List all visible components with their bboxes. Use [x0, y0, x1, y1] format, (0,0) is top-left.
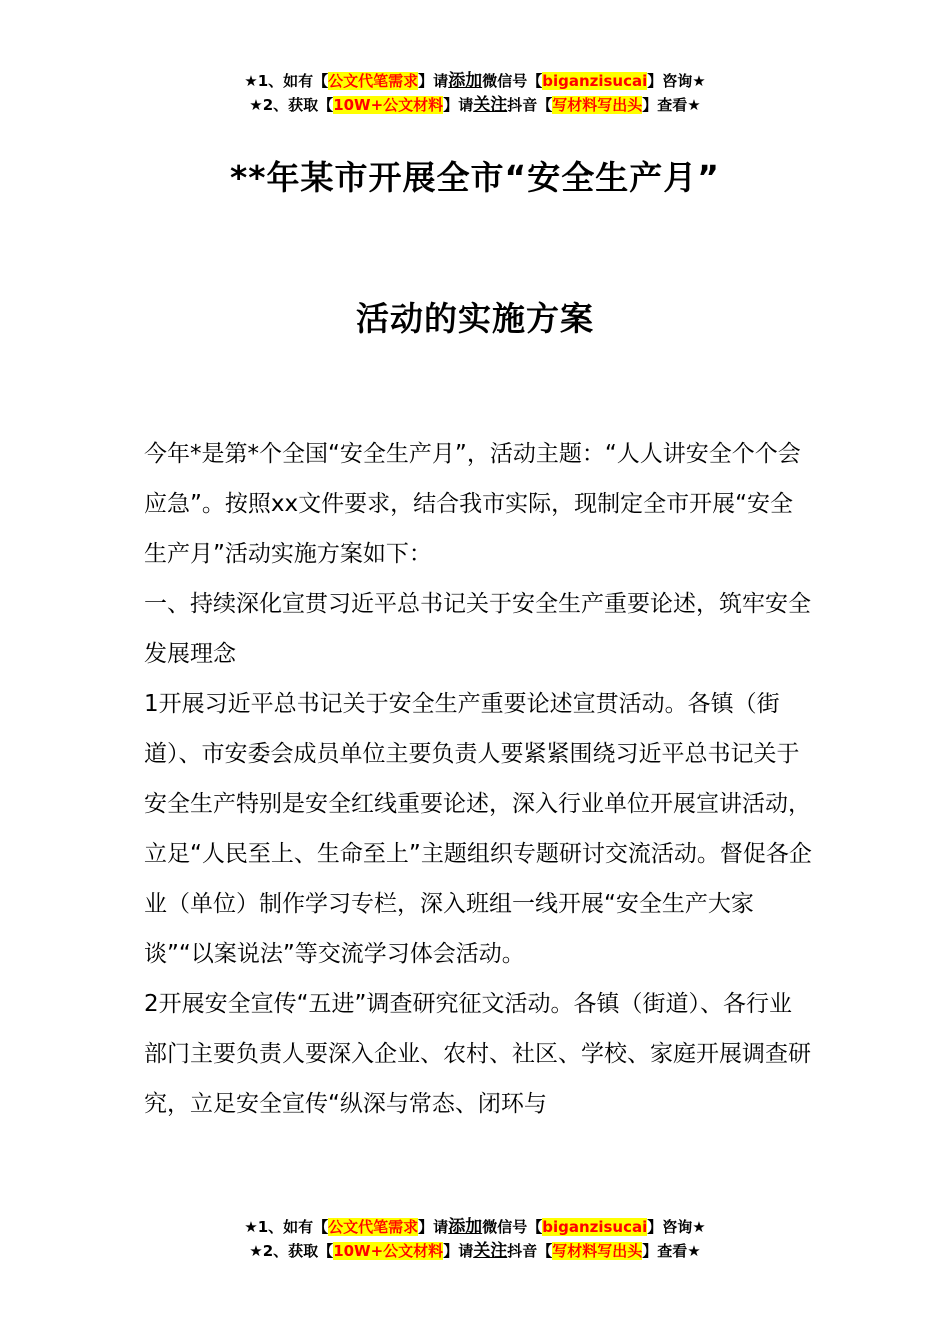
- banner-text: 】请: [443, 1242, 474, 1260]
- banner-text: 】查看★: [642, 96, 701, 114]
- banner-text: 】请: [443, 96, 474, 114]
- body-paragraph: 2开展安全宣传“五进”调查研究征文活动。各镇（街道）、各行业部门主要负责人要深入企业、农村、社区、学校、家庭开展调查研究，立足安全宣传“纵深与常态、闭环与: [144, 991, 811, 1117]
- banner-text: 抖音【: [507, 1242, 553, 1260]
- banner-text: 】咨询★: [647, 1218, 706, 1236]
- intro-paragraph: 今年*是第*个全国“安全生产月”，活动主题：“人人讲安全个个会应急”。按照xx文件要求，结合我市实际，现制定全市开展“安全生产月”活动实施方案如下：: [144, 441, 801, 567]
- banner-text: 】请: [418, 1218, 449, 1236]
- banner-highlight: 10W+公文材料: [333, 96, 444, 114]
- banner-text: 】查看★: [642, 1242, 701, 1260]
- document-title-line-1: **年某市开展全市“安全生产月”: [230, 158, 720, 197]
- banner-emphasis: 关注: [473, 1241, 508, 1261]
- banner-highlight: 公文代笔需求: [328, 1218, 419, 1236]
- banner-text: 微信号【: [482, 1218, 543, 1236]
- banner-text: ★1、如有【: [244, 1218, 329, 1236]
- banner-text: 微信号【: [482, 72, 543, 90]
- banner-highlight: 公文代笔需求: [328, 72, 419, 90]
- header-banner: [0, 69, 950, 117]
- banner-line-1: [0, 1215, 950, 1239]
- banner-emphasis: 添加: [448, 71, 483, 91]
- document-body: [144, 429, 814, 1129]
- banner-highlight: biganzisucai: [542, 1218, 648, 1236]
- banner-text: ★1、如有【: [244, 72, 329, 90]
- banner-emphasis: 关注: [473, 95, 508, 115]
- banner-text: 】咨询★: [647, 72, 706, 90]
- banner-text: 抖音【: [507, 96, 553, 114]
- document-title-line-2: 活动的实施方案: [356, 299, 594, 338]
- banner-highlight: 10W+公文材料: [333, 1242, 444, 1260]
- footer-banner: [0, 1215, 950, 1263]
- banner-text: 】请: [418, 72, 449, 90]
- banner-highlight: biganzisucai: [542, 72, 648, 90]
- body-paragraph: 1开展习近平总书记关于安全生产重要论述宣贯活动。各镇（街道）、市安委会成员单位主要负责人要紧紧围绕习近平总书记关于安全生产特别是安全红线重要论述，深入行业单位开展宣讲活动，立足“人民至上、生命至上”主题组织专题研讨交流活动。督促各企业（单位）制作学习专栏，深入班组一线开展“安全生产大家谈”“以案说法”等交流学习体会活动。: [144, 691, 812, 967]
- banner-text: ★2、获取【: [249, 96, 334, 114]
- banner-emphasis: 添加: [448, 1217, 483, 1237]
- banner-line-1: [0, 69, 950, 93]
- banner-text: ★2、获取【: [249, 1242, 334, 1260]
- banner-highlight: 写材料写出头: [552, 96, 643, 114]
- banner-highlight: 写材料写出头: [552, 1242, 643, 1260]
- banner-line-2: [0, 93, 950, 117]
- section-heading: 一、持续深化宣贯习近平总书记关于安全生产重要论述，筑牢安全发展理念: [144, 591, 811, 667]
- banner-line-2: [0, 1239, 950, 1263]
